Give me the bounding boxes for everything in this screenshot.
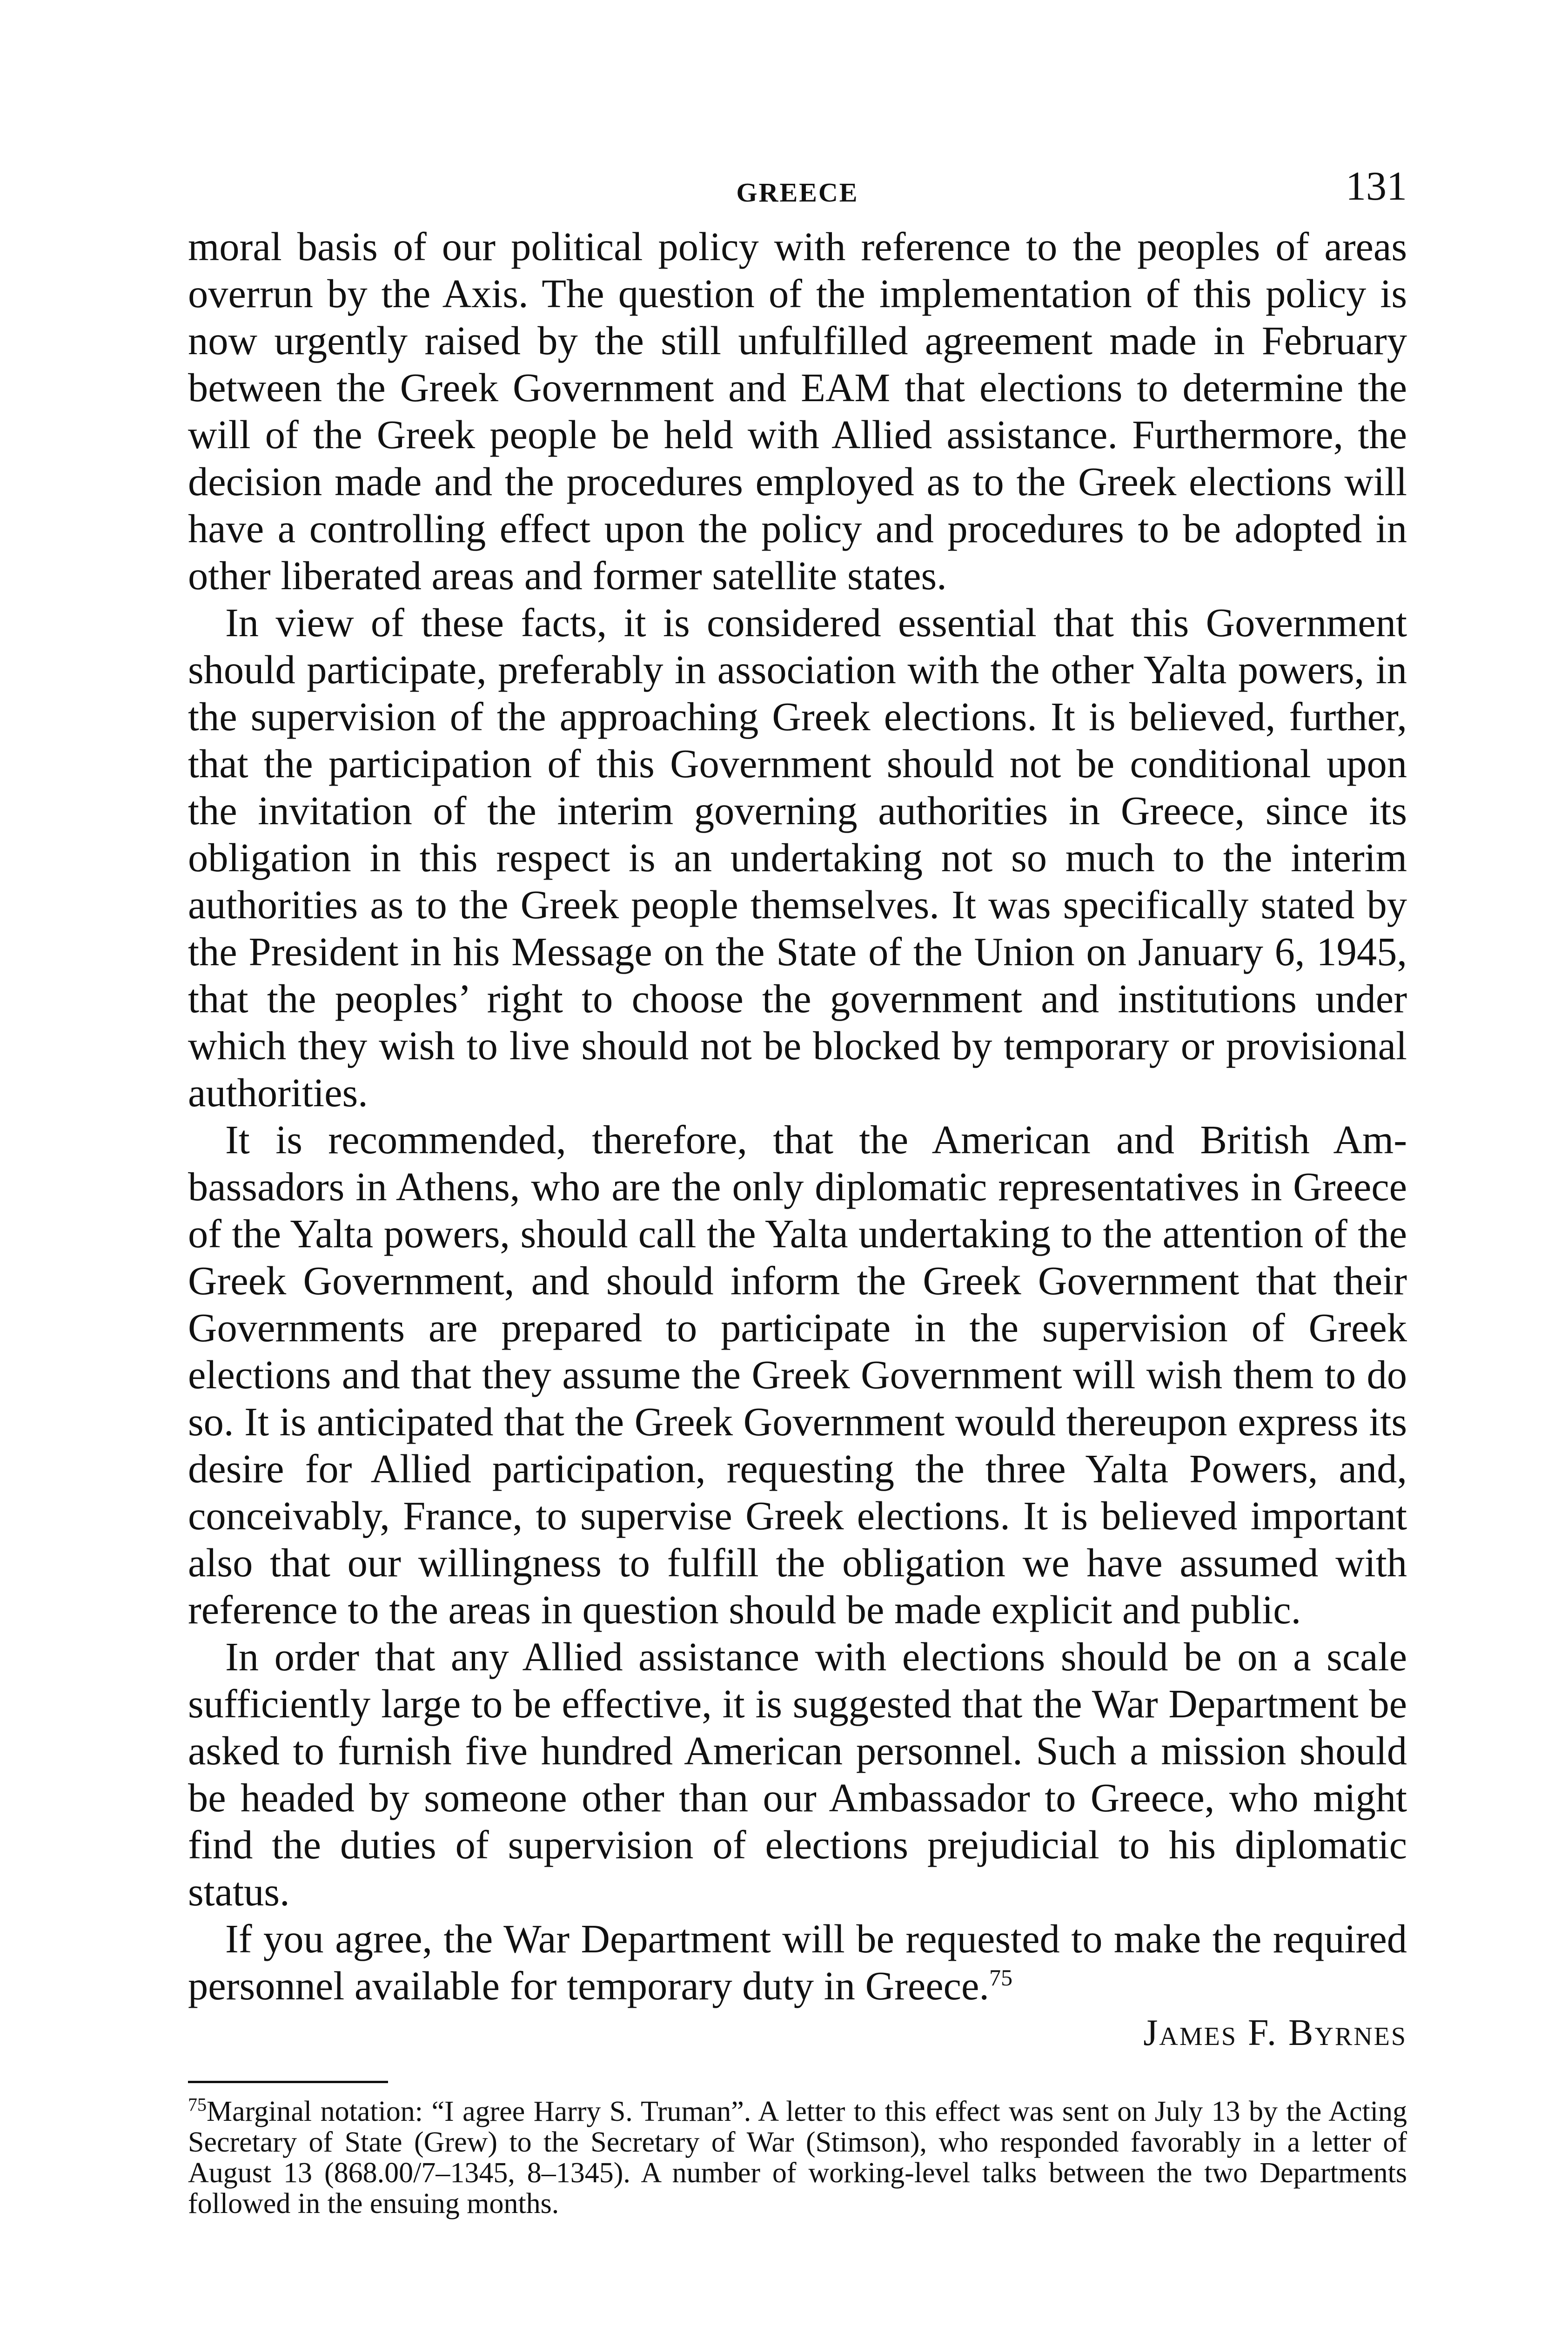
paragraph-4: In order that any Allied assistance with elections should be on a scale sufficiently large to be effective, it is suggested that the War Department be asked to furnish five hundred American personnel. Such a mission should be headed by someone other than our Ambassador to Greece, who might find the duties of supervision of elections prejudicial to his diplomatic status. bbox=[188, 1634, 1407, 1914]
running-title: GREECE bbox=[736, 177, 859, 208]
footnote-rule bbox=[188, 2081, 388, 2083]
page-number: 131 bbox=[1346, 164, 1407, 209]
footnote-text: Marginal notation: “I agree Harry S. Truman”. A letter to this effect was sent on July 13 by the Acting Secretary of State (Grew) to the Secretary of War (Stimson), who responded favorably in a letter of August 13 (868.00/7–1345, 8–1345). A number of working-level talks between the two Departments followed in the ensuing months. bbox=[188, 2096, 1407, 2219]
paragraph-2: In view of these facts, it is considered essential that this Government should participate, preferably in association with the other Yalta powers, in the supervision of the approaching Greek elections. It is believed, further, that the participation of this Government should not be conditional upon the invitation of the interim governing authorities in Greece, since its obligation in this respect is an undertaking not so much to the interim authorities as to the Greek people themselves. It was specifically stated by the President in his Message on the State of the Union on January 6, 1945, that the peoples’ right to choose the government and institutions under which they wish to live should not be blocked by temporary or provisional authorities. bbox=[188, 600, 1407, 1115]
footnote-reference: 75 bbox=[989, 1964, 1013, 1991]
paragraph-5-text: If you agree, the War Department will be requested to make the required personnel available for temporary duty in Greece. bbox=[188, 1917, 1407, 2008]
document-page bbox=[188, 163, 1407, 2219]
paragraph-5 bbox=[188, 1916, 1407, 2010]
paragraph-3: It is recommended, therefore, that the American and British Ambassadors in Athens, who are the only diplomatic representatives in Greece of the Yalta powers, should call the Yalta undertaking to the attention of the Greek Government, and should inform the Greek Government that their Governments are prepared to participate in the supervision of Greek elections and that they assume the Greek Government will wish them to do so. It is anticipated that the Greek Government would thereupon express its desire for Allied participation, requesting the three Yalta Powers, and, conceivably, France, to supervise Greek elections. It is believed important also that our willingness to fulfill the obligation we have assumed with reference to the areas in question should be made explicit and public. bbox=[188, 1117, 1407, 1632]
running-head bbox=[188, 163, 1407, 219]
paragraph-1: moral basis of our political policy with reference to the peoples of areas overrun by the Axis. The question of the implementation of this policy is now urgently raised by the still unfulfilled agreement made in February between the Greek Government and EAM that elections to determine the will of the Greek people be held with Allied assistance. Furthermore, the decision made and the procedures employed as to the Greek elections will have a controlling effect upon the policy and procedures to be adopted in other liberated areas and former satellite states. bbox=[188, 224, 1407, 598]
footnote bbox=[188, 2096, 1407, 2219]
footnote-marker: 75 bbox=[188, 2094, 207, 2115]
body-text bbox=[188, 223, 1407, 2010]
signature: James F. Byrnes bbox=[1143, 2012, 1407, 2053]
